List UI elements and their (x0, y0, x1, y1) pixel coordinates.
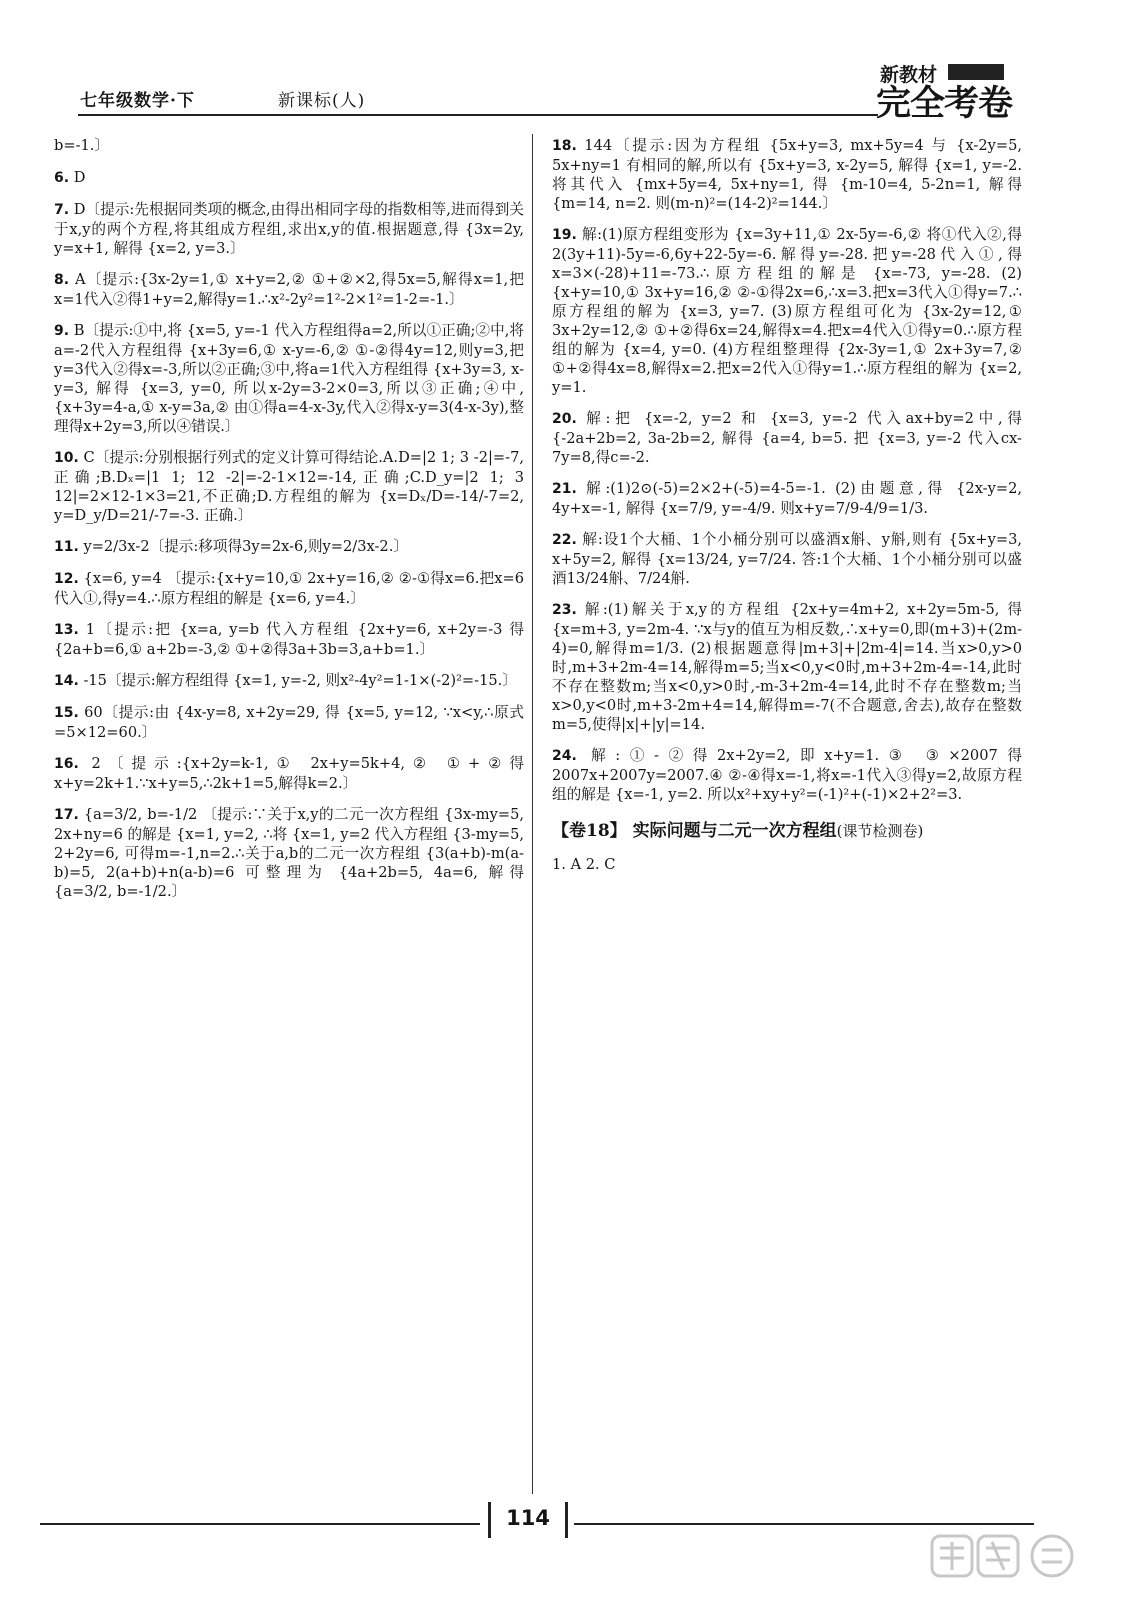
answer-item: 24. 解:①-②得2x+2y=2,即x+y=1.③ ③×2007得2007x+2007y=2007.④ ②-④得x=-1,将x=-1代入③得y=2,故原方程组的解是 {x=-1, y=2. 所以x²+xy+y²=(-1)²+(-1)×2+2²=3. (552, 747, 1022, 803)
answer-item: 9. B〔提示:①中,将 {x=5, y=-1 代入方程组得a=2,所以①正确;②中,将a=-2代入方程组得 {x+3y=6,① x-y=-6,② ①-②得4y=12,则y=3,把y=3代入②得x=-3,所以②正确;③中,将a=1代入方程组得 {x+3y=3, x-y=3, 解得 {x=3, y=0, 所以x-2y=3-2×0=3,所以③正确;④中,{x+3y=4-a,① x-y=3a,② 由①得a=4-x-3y,代入②得x-y=3(4-x-3y),整理得x+2y=3,所以④错误.〕 (54, 322, 525, 435)
answer-item: 19. 解:(1)原方程组变形为 {x=3y+11,① 2x-5y=-6,② 将①代入②,得2(3y+11)-5y=-6,6y+22-5y=-6.解得y=-28.把y=-28代入①,得x=3×(-28)+11=-73.∴原方程组的解是 {x=-73, y=-28. (2){x+y=10,① 3x+y=16,② ②-①得2x=6,∴x=3.把x=3代入①得y=7.∴原方程组的解为 {x=3, y=7. (3)原方程组可化为 {3x-2y=12,① 3x+2y=12,② ①+②得6x=24,解得x=4.把x=4代入①得y=0.∴原方程组的解为 {x=4, y=0. (4)方程组整理得 {2x-3y=1,① 2x+3y=7,② ①+②得4x=8,解得x=2.把x=2代入①得y=1.∴原方程组的解为 {x=2, y=1. (552, 226, 1023, 396)
answer-item: 7. D〔提示:先根据同类项的概念,由得出相同字母的指数相等,进而得到关于x,y的两个方程,将其组成方程组,求出x,y的值.根据题意,得 {3x=2y, y=x+1, 解得 {x=2, y=3.〕 (54, 201, 525, 257)
footer-bar-left (488, 1502, 491, 1538)
brand-small-text: 新教材 (880, 64, 938, 86)
section-note: (课节检测卷) (836, 822, 924, 840)
answer-item: 20. 解:把 {x=-2, y=2 和 {x=3, y=-2 代入ax+by=2中,得 {-2a+2b=2, 3a-2b=2, 解得 {a=4, b=5. 把 {x=3, y=-2 代入cx-7y=8,得c=-2. (552, 410, 1022, 466)
header-rule (78, 114, 878, 116)
section-tag: 【卷18】 (552, 821, 627, 841)
answer-item: 6. D (54, 169, 86, 186)
footer-rule-right (574, 1523, 1034, 1525)
answer-item: 23. 解:(1)解关于x,y的方程组 {2x+y=4m+2, x+2y=5m-5, 得 {x=m+3, y=2m-4. ∵x与y的值互为相反数,∴x+y=0,即(m+3)+(2m-4)=0,解得m=1/3. (2)根据题意得|m+3|+|2m-4|=14.当x>0,y>0时,m+3+2m-4=14,解得m=5;当x<0,y<0时,m+3+2m-4=-14,此时不存在整数m;当x<0,y>0时,-m-3+2m-4=14,此时不存在整数m;当x>0,y<0时,m+3-2m+4=14,解得m=-7(不合题意,舍去),故存在整数m=5,使得|x|+|y|=14. (552, 601, 1023, 733)
book-edition: 新课标(人) (278, 91, 366, 111)
left-column (54, 136, 524, 1476)
answer-item: 10. C〔提示:分别根据行列式的定义计算可得结论.A.D=|2 1; 3 -2|=-7,正确;B.Dₓ=|1 1; 12 -2|=-2-1×12=-14,正确;C.D_y=|2 1; 3 12|=2×12-1×3=21,不正确;D.方程组的解为 {x=Dₓ/D=-14/-7=2, y=D_y/D=21/-7=-3. 正确.〕 (54, 449, 525, 524)
footer-rule-left (40, 1523, 480, 1525)
brand-logo-text: 完全考卷 (876, 84, 1013, 124)
answer-item: b=-1.〕 (54, 137, 110, 154)
answer-item: 13. 1〔提示:把 {x=a, y=b 代入方程组 {2x+y=6, x+2y=-3 得 {2a+b=6,① a+2b=-3,② ①+②得3a+3b=3,a+b=1.〕 (54, 621, 524, 658)
book-title: 七年级数学·下 (80, 91, 195, 111)
answer-item: 17. {a=3/2, b=-1/2 〔提示:∵关于x,y的二元一次方程组 {3x-my=5, 2x+ny=6 的解是 {x=1, y=2, ∴将 {x=1, y=2 代入方程组 {3-my=5, 2+2y=6, 可得m=-1,n=2.∴关于a,b的二元一次方程组 {3(a+b)-m(a-b)=5, 2(a+b)+n(a-b)=6 可整理为 {4a+2b=5, 4a=6, 解得 {a=3/2, b=-1/2.〕 (54, 806, 524, 900)
column-divider (532, 134, 533, 1494)
answer-item: 14. -15〔提示:解方程组得 {x=1, y=-2, 则x²-4y²=1-1×(-2)²=-15.〕 (54, 672, 517, 689)
answer-item: 16. 2〔提示:{x+2y=k-1,① 2x+y=5k+4,② ①+②得x+y=2k+1.∵x+y=5,∴2k+1=5,解得k=2.〕 (54, 755, 525, 792)
answer-item: 12. {x=6, y=4 〔提示:{x+y=10,① 2x+y=16,② ②-①得x=6.把x=6代入①,得y=4.∴原方程组的解是 {x=6, y=4.〕 (54, 570, 525, 607)
watermark-logo (930, 1532, 1110, 1582)
answer-item: 21. 解:(1)2⊙(-5)=2×2+(-5)=4-5=-1. (2)由题意,得 {2x-y=2, 4y+x=-1, 解得 {x=7/9, y=-4/9. 则x+y=7/9-4/9=1/3. (552, 480, 1022, 517)
footer-bar-right (565, 1502, 568, 1538)
page-header (40, 60, 1080, 124)
page-number: 114 (506, 1506, 550, 1530)
answer-item: 18. 144〔提示:因为方程组 {5x+y=3, mx+5y=4 与 {x-2y=5, 5x+ny=1 有相同的解,所以有 {5x+y=3, x-2y=5, 解得 {x=1, y=-2. 将其代入 {mx+5y=4, 5x+ny=1, 得 {m-10=4, 5-2n=1, 解得 {m=14, n=2. 则(m-n)²=(14-2)²=144.〕 (552, 137, 1022, 212)
answer-item: 22. 解:设1个大桶、1个小桶分别可以盛酒x斛、y斛,则有 {5x+y=3, x+5y=2, 解得 {x=13/24, y=7/24. 答:1个大桶、1个小桶分别可以盛酒13/24斛、7/24斛. (552, 531, 1023, 587)
answer-item: 8. A〔提示:{3x-2y=1,① x+y=2,② ①+②×2,得5x=5,解得x=1,把x=1代入②得1+y=2,解得y=1.∴x²-2y²=1²-2×1²=1-2=-1.〕 (54, 271, 524, 308)
right-column (552, 136, 1022, 1436)
answer-item: 11. y=2/3x-2〔提示:移项得3y=2x-6,则y=2/3x-2.〕 (54, 538, 408, 555)
answer-item: 15. 60〔提示:由 {4x-y=8, x+2y=29, 得 {x=5, y=12, ∵x<y,∴原式=5×12=60.〕 (54, 704, 524, 741)
last-answers: 1. A 2. C (552, 856, 616, 873)
section-heading (552, 822, 1022, 841)
section-title: 实际问题与二元一次方程组 (632, 821, 837, 841)
